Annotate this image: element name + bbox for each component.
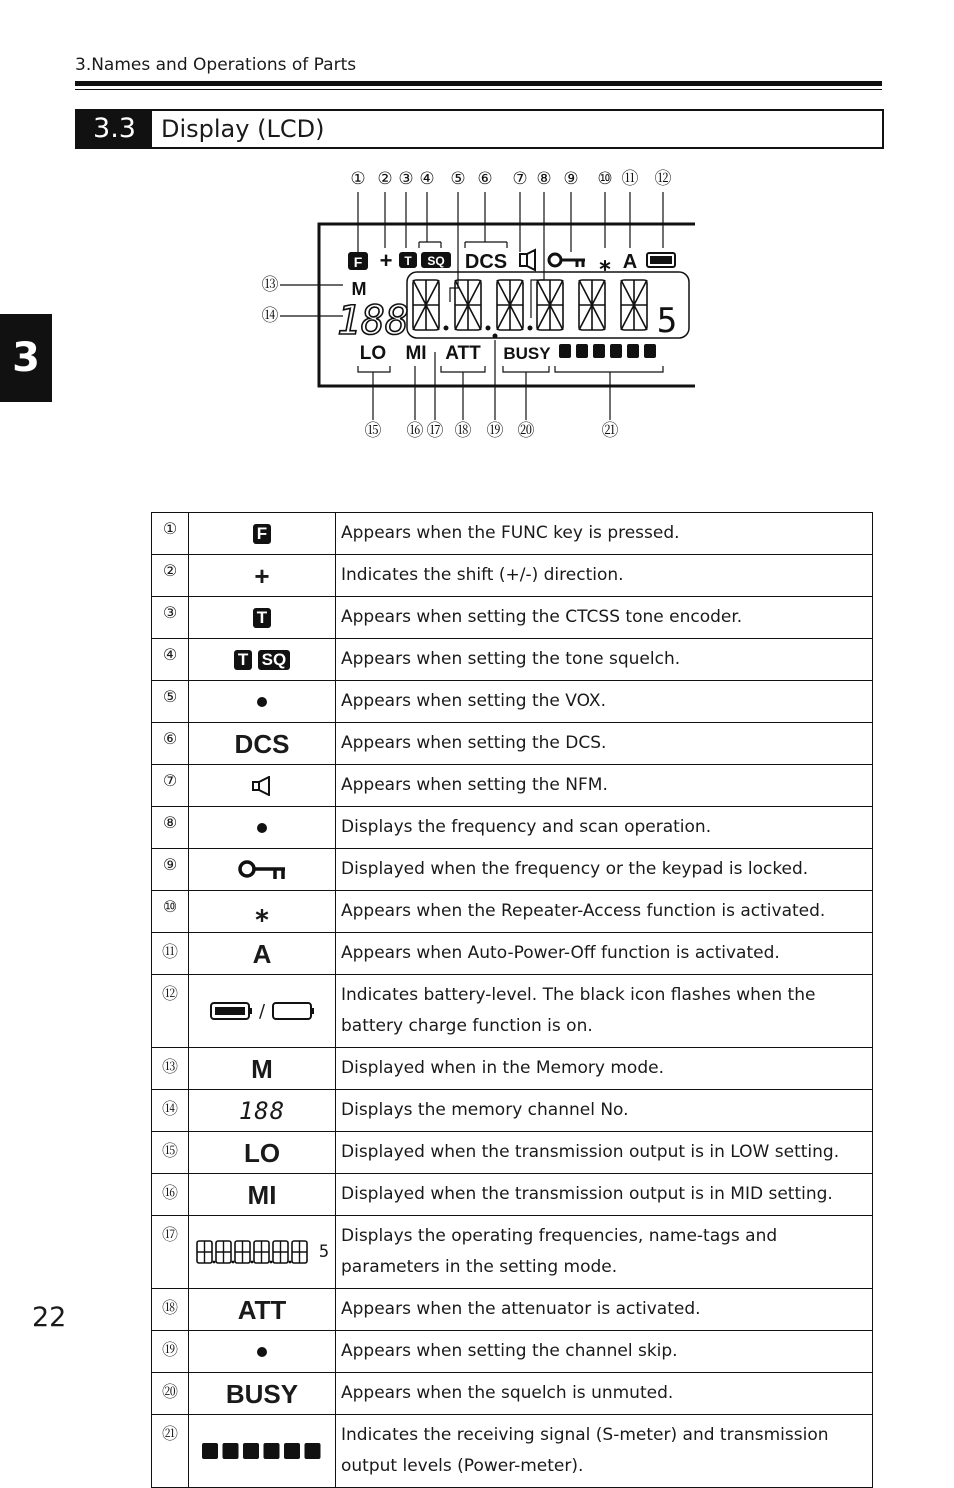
legend-row bbox=[152, 849, 873, 891]
header-rule-thin bbox=[75, 89, 882, 90]
legend-description: Indicates battery-level. The black icon flashes when the battery charge function is on. bbox=[336, 975, 873, 1048]
legend-description: Appears when setting the CTCSS tone encoder. bbox=[336, 597, 873, 639]
callout-3: ③ bbox=[398, 169, 414, 189]
legend-description: Appears when the Repeater-Access function is activated. bbox=[336, 891, 873, 933]
callout-13: ⑬ bbox=[261, 275, 279, 295]
legend-number: ⑨ bbox=[152, 849, 189, 891]
lcd-f: F bbox=[353, 254, 363, 270]
lcd-att: ATT bbox=[445, 343, 481, 364]
legend-number: ⑤ bbox=[152, 681, 189, 723]
legend-number: ① bbox=[152, 513, 189, 555]
legend-row bbox=[152, 1048, 873, 1090]
legend-row bbox=[152, 723, 873, 765]
legend-row bbox=[152, 1132, 873, 1174]
lcd-mi: MI bbox=[405, 343, 427, 364]
legend-description: Indicates the shift (+/-) direction. bbox=[336, 555, 873, 597]
callout-19: ⑲ bbox=[486, 421, 504, 441]
lcd-diagram bbox=[255, 160, 695, 450]
legend-description: Displays the frequency and scan operation. bbox=[336, 807, 873, 849]
callout-8: ⑧ bbox=[536, 169, 552, 189]
legend-table bbox=[151, 512, 873, 1488]
legend-number: ⑳ bbox=[152, 1373, 189, 1415]
t-badge-icon: T bbox=[189, 597, 336, 639]
callout-15: ⑮ bbox=[364, 421, 382, 441]
legend-number: ⑮ bbox=[152, 1132, 189, 1174]
legend-number: ⑲ bbox=[152, 1331, 189, 1373]
legend-description: Appears when the FUNC key is pressed. bbox=[336, 513, 873, 555]
callout-4: ④ bbox=[419, 169, 435, 189]
busy-icon: BUSY bbox=[189, 1373, 336, 1415]
legend-number: ⑫ bbox=[152, 975, 189, 1048]
mi-icon: MI bbox=[189, 1174, 336, 1216]
legend-description: Appears when setting the tone squelch. bbox=[336, 639, 873, 681]
lcd-a: A bbox=[622, 251, 638, 273]
asterisk-icon: ⁎ bbox=[189, 891, 336, 933]
legend-number: ⑭ bbox=[152, 1090, 189, 1132]
header-rule bbox=[75, 81, 882, 86]
lo-icon: LO bbox=[189, 1132, 336, 1174]
legend-row bbox=[152, 807, 873, 849]
legend-description: Appears when setting the VOX. bbox=[336, 681, 873, 723]
callout-7: ⑦ bbox=[512, 169, 528, 189]
legend-description: Appears when Auto-Power-Off function is activated. bbox=[336, 933, 873, 975]
section-number: 3.3 bbox=[77, 111, 152, 147]
lcd-s: 5 bbox=[656, 301, 678, 341]
legend-description: Appears when the squelch is unmuted. bbox=[336, 1373, 873, 1415]
frequency-digits-icon: 5 bbox=[189, 1216, 336, 1289]
legend-number: ③ bbox=[152, 597, 189, 639]
legend-row bbox=[152, 1289, 873, 1331]
m-icon: M bbox=[189, 1048, 336, 1090]
battery-icon: / bbox=[189, 975, 336, 1048]
legend-row bbox=[152, 1090, 873, 1132]
legend-row bbox=[152, 681, 873, 723]
legend-row bbox=[152, 1331, 873, 1373]
callout-5: ⑤ bbox=[450, 169, 466, 189]
legend-number: ② bbox=[152, 555, 189, 597]
lcd-sq: SQ bbox=[427, 254, 445, 268]
legend-number: ⑱ bbox=[152, 1289, 189, 1331]
lcd-asterisk: ⁎ bbox=[599, 250, 611, 275]
legend-number: ⑪ bbox=[152, 933, 189, 975]
legend-description: Appears when setting the NFM. bbox=[336, 765, 873, 807]
callout-17: ⑰ bbox=[426, 421, 444, 441]
legend-description: Appears when setting the channel skip. bbox=[336, 1331, 873, 1373]
lcd-busy: BUSY bbox=[503, 344, 551, 363]
lcd-t: T bbox=[404, 254, 412, 268]
dot-icon bbox=[189, 681, 336, 723]
callout-10: ⑩ bbox=[597, 169, 613, 189]
legend-description: Displayed when the frequency or the keypad is locked. bbox=[336, 849, 873, 891]
legend-number: ㉑ bbox=[152, 1415, 189, 1488]
callout-6: ⑥ bbox=[477, 169, 493, 189]
legend-description: Displayed when the transmission output is in LOW setting. bbox=[336, 1132, 873, 1174]
legend-number: ④ bbox=[152, 639, 189, 681]
legend-row bbox=[152, 1174, 873, 1216]
a-icon: A bbox=[189, 933, 336, 975]
channel-digits-icon: 188 bbox=[189, 1090, 336, 1132]
legend-row bbox=[152, 933, 873, 975]
callout-14: ⑭ bbox=[261, 306, 279, 326]
f-badge-icon: F bbox=[189, 513, 336, 555]
key-icon bbox=[189, 849, 336, 891]
callout-11: ⑪ bbox=[621, 169, 639, 189]
callout-12: ⑫ bbox=[654, 169, 672, 189]
att-icon: ATT bbox=[189, 1289, 336, 1331]
lcd-m: M bbox=[351, 279, 367, 299]
legend-number: ⑥ bbox=[152, 723, 189, 765]
dot-icon bbox=[189, 807, 336, 849]
page-number: 22 bbox=[32, 1302, 67, 1333]
callout-9: ⑨ bbox=[563, 169, 579, 189]
legend-row bbox=[152, 891, 873, 933]
chapter-tab: 3 bbox=[0, 314, 52, 402]
callout-1: ① bbox=[350, 169, 366, 189]
legend-description: Displays the memory channel No. bbox=[336, 1090, 873, 1132]
legend-description: Appears when the attenuator is activated. bbox=[336, 1289, 873, 1331]
callout-2: ② bbox=[377, 169, 393, 189]
lcd-plus: + bbox=[379, 248, 393, 273]
speaker-icon bbox=[189, 765, 336, 807]
legend-number: ⑩ bbox=[152, 891, 189, 933]
legend-row bbox=[152, 1373, 873, 1415]
legend-row bbox=[152, 555, 873, 597]
legend-row bbox=[152, 765, 873, 807]
lcd-dcs: DCS bbox=[464, 251, 508, 273]
section-title: Display (LCD) bbox=[161, 115, 325, 143]
legend-description: Appears when setting the DCS. bbox=[336, 723, 873, 765]
signal-meter-icon bbox=[189, 1415, 336, 1488]
legend-number: ⑧ bbox=[152, 807, 189, 849]
legend-number: ⑰ bbox=[152, 1216, 189, 1289]
callout-20: ⑳ bbox=[517, 421, 535, 441]
callout-16: ⑯ bbox=[406, 421, 424, 441]
legend-description: Displays the operating frequencies, name-tags and parameters in the setting mode. bbox=[336, 1216, 873, 1289]
tsq-badge-icon: T SQ bbox=[189, 639, 336, 681]
callout-18: ⑱ bbox=[454, 421, 472, 441]
legend-row bbox=[152, 1216, 873, 1289]
legend-number: ⑦ bbox=[152, 765, 189, 807]
legend-row bbox=[152, 597, 873, 639]
legend-number: ⑬ bbox=[152, 1048, 189, 1090]
lcd-lo: LO bbox=[359, 343, 387, 364]
legend-row bbox=[152, 1415, 873, 1488]
dcs-icon: DCS bbox=[189, 723, 336, 765]
callout-21: ㉑ bbox=[601, 421, 619, 441]
lcd-channel: 188 bbox=[336, 298, 410, 344]
shift-icon: + bbox=[189, 555, 336, 597]
section-heading bbox=[75, 109, 884, 149]
legend-description: Indicates the receiving signal (S-meter) and transmission output levels (Power-meter). bbox=[336, 1415, 873, 1488]
legend-number: ⑯ bbox=[152, 1174, 189, 1216]
legend-description: Displayed when in the Memory mode. bbox=[336, 1048, 873, 1090]
legend-row bbox=[152, 639, 873, 681]
dot-icon bbox=[189, 1331, 336, 1373]
legend-row bbox=[152, 513, 873, 555]
running-header: 3.Names and Operations of Parts bbox=[75, 55, 357, 75]
legend-row bbox=[152, 975, 873, 1048]
legend-description: Displayed when the transmission output is in MID setting. bbox=[336, 1174, 873, 1216]
